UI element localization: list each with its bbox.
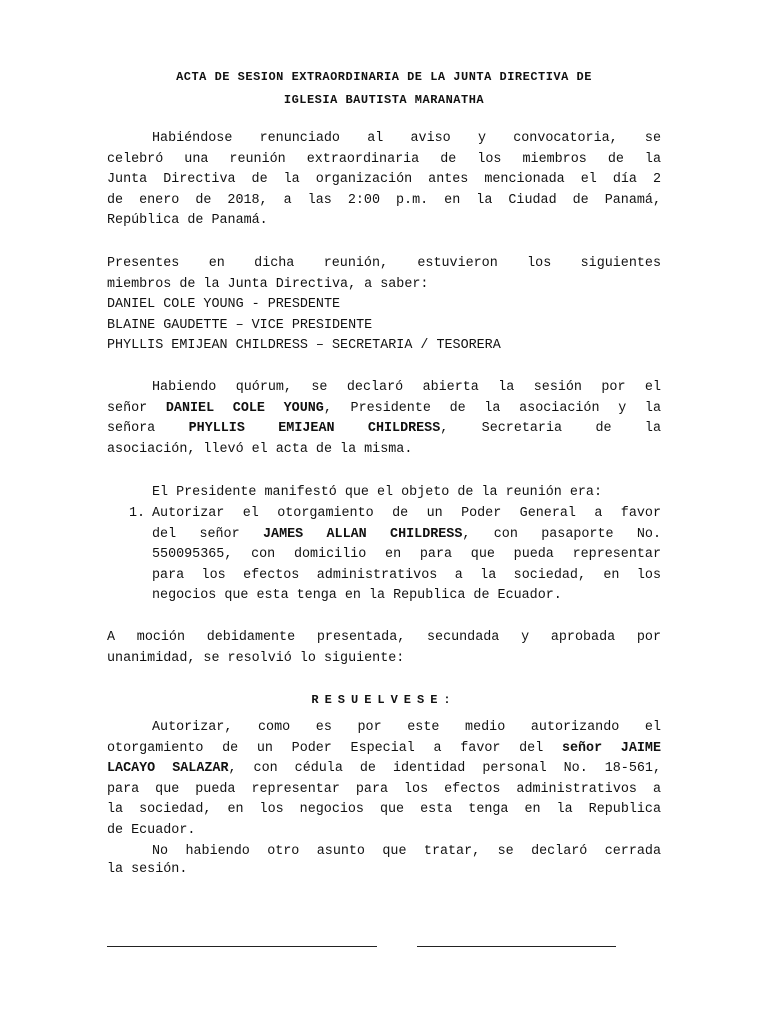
intro-line: de enero de 2018, a las 2:00 p.m. en la Ciudad de Panamá, <box>107 192 661 208</box>
resolution-paragraph <box>107 718 661 842</box>
attorney-name: JAMES ALLAN CHILDRESS <box>263 526 463 542</box>
motion-line: unanimidad, se resolvió lo siguiente: <box>107 650 405 666</box>
intro-line: República de Panamá. <box>107 213 268 229</box>
list-item-line: negocios que esta tenga en la Republica de Ecuador. <box>152 588 562 604</box>
motion-paragraph <box>107 628 661 669</box>
resolution-line: otorgamiento de un Poder Especial a favor del señor JAIME <box>107 740 661 756</box>
signature-line-left <box>107 946 377 947</box>
attendees-paragraph <box>107 254 661 357</box>
attorney-surname: LACAYO SALAZAR <box>107 761 229 777</box>
quorum-line: señora PHYLLIS EMIJEAN CHILDRESS, Secretaria de la <box>107 421 661 437</box>
president-name: DANIEL COLE YOUNG <box>165 400 324 416</box>
secretary-name: PHYLLIS EMIJEAN CHILDRESS <box>188 421 441 437</box>
quorum-paragraph <box>107 378 661 460</box>
resolution-line: para que pueda representar para los efectos administrativos a <box>107 781 661 797</box>
signature-line-right <box>417 946 616 947</box>
list-item-number: 1. <box>129 506 146 521</box>
attendee-secretary: PHYLLIS EMIJEAN CHILDRESS – SECRETARIA / TESORERA <box>107 338 501 354</box>
attendee-president: DANIEL COLE YOUNG - PRESDENTE <box>107 297 341 313</box>
purpose-intro-line: El Presidente manifestó que el objeto de la reunión era: <box>152 485 602 500</box>
resolution-heading: RESUELVESE: <box>311 693 457 707</box>
attendee-vice-president: BLAINE GAUDETTE – VICE PRESIDENTE <box>107 317 373 333</box>
document-title-line-2: IGLESIA BAUTISTA MARANATHA <box>283 93 485 107</box>
document-title-line-1: ACTA DE SESION EXTRAORDINARIA DE LA JUNTA DIRECTIVA DE <box>176 70 592 84</box>
intro-line: Junta Directiva de la organización antes mencionada el día 2 <box>107 172 661 188</box>
list-item <box>152 504 661 607</box>
motion-line: A moción debidamente presentada, secundada y aprobada por <box>107 630 661 645</box>
purpose-list <box>107 504 661 608</box>
list-item-line: del señor JAMES ALLAN CHILDRESS, con pasaporte No. <box>152 526 661 542</box>
intro-paragraph <box>107 129 661 232</box>
intro-line: celebró una reunión extraordinaria de los miembros de la <box>107 151 661 167</box>
attendees-line: Presentes en dicha reunión, estuvieron los siguientes <box>107 256 661 271</box>
resolution-line: de Ecuador. <box>107 822 196 838</box>
closing-line: la sesión. <box>107 862 188 877</box>
quorum-line: señor DANIEL COLE YOUNG, Presidente de la asociación y la <box>107 400 661 416</box>
purpose-intro <box>107 483 661 504</box>
resolution-line: LACAYO SALAZAR, con cédula de identidad personal No. 18-561, <box>107 761 661 777</box>
attendees-line: miembros de la Junta Directiva, a saber: <box>107 276 429 292</box>
intro-line: Habiéndose renunciado al aviso y convocatoria, se <box>152 131 661 146</box>
closing-line: No habiendo otro asunto que tratar, se declaró cerrada <box>152 844 661 859</box>
closing-paragraph <box>107 843 661 879</box>
list-item-line: para los efectos administrativos a la sociedad, en los <box>152 567 661 583</box>
list-item-line: 550095365, con domicilio en para que pueda representar <box>152 547 661 563</box>
resolution-line: Autorizar, como es por este medio autorizando el <box>152 720 661 735</box>
resolution-line: la sociedad, en los negocios que esta tenga en la Republica <box>107 802 661 818</box>
list-item-line: Autorizar el otorgamiento de un Poder General a favor <box>152 506 661 521</box>
attorney-name-prefix: señor JAIME <box>561 740 661 756</box>
quorum-line: asociación, llevó el acta de la misma. <box>107 441 413 457</box>
quorum-line: Habiendo quórum, se declaró abierta la sesión por el <box>152 380 661 395</box>
